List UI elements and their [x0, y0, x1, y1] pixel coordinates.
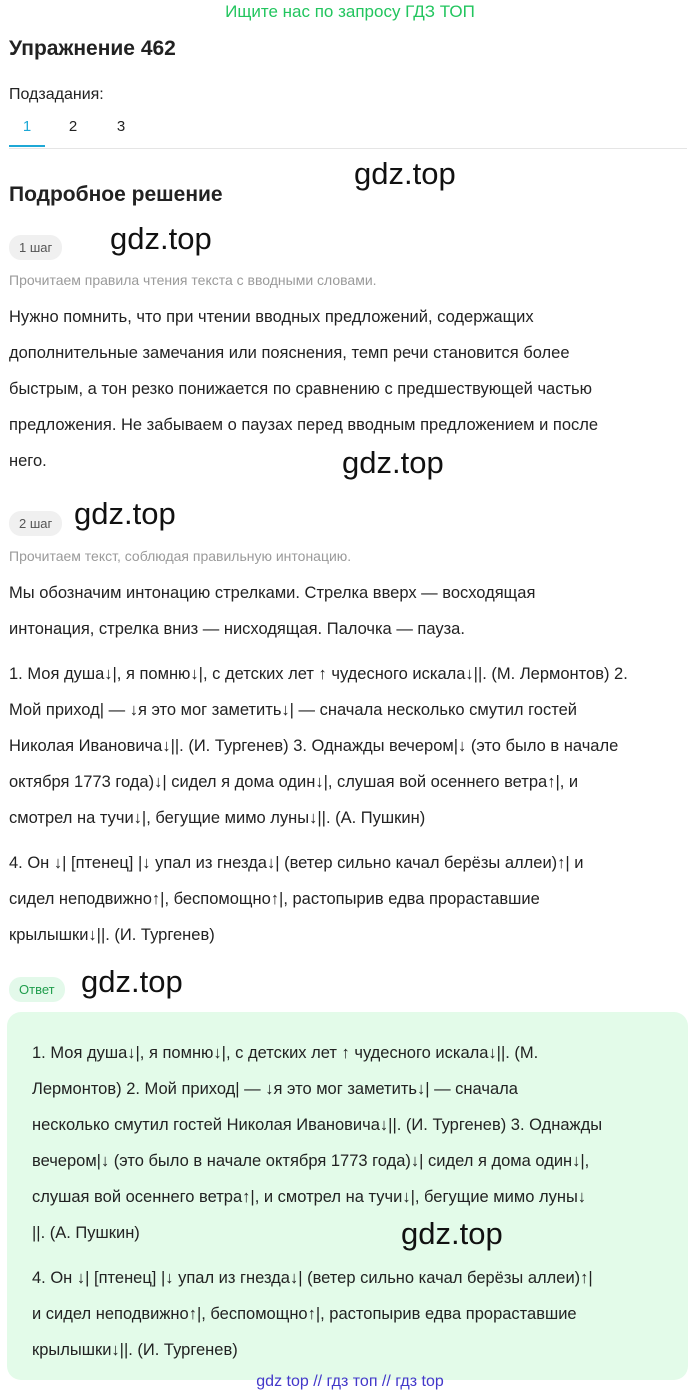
step-1-hint: Прочитаем правила чтения текста с вводными словами. [9, 272, 377, 288]
answer-paragraph-2 [32, 1260, 672, 1368]
text-line: интонация, стрелка вниз — нисходящая. Палочка — пауза. [9, 620, 465, 638]
text-line: сидел неподвижно↑|, беспомощно↑|, растопырив едва прораставшие [9, 890, 540, 908]
watermark: gdz.top [401, 1216, 503, 1251]
text-line: 1. Моя душа↓|, я помню↓|, с детских лет ↑ чудесного искала↓||. (М. Лермонтов) 2. [9, 665, 628, 683]
text-line: октября 1773 года)↓| сидел я дома один↓|, слушая вой осеннего ветра↑|, и [9, 773, 579, 791]
text-line: крылышки↓||. (И. Тургенев) [9, 926, 215, 944]
text-line: вечером|↓ (это было в начале октября 1773 года)↓| сидел я дома один↓|, [32, 1152, 590, 1170]
text-line: ||. (А. Пушкин) [32, 1224, 140, 1242]
text-line: быстрым, а тон резко понижается по сравнению с предшествующей частью [9, 380, 593, 398]
text-line: Николая Ивановича↓||. (И. Тургенев) 3. Однажды вечером|↓ (это было в начале [9, 737, 619, 755]
step-2-paragraph-2 [9, 845, 689, 953]
text-line: него. [9, 452, 47, 470]
text-line: слушая вой осеннего ветра↑|, и смотрел на тучи↓|, бегущие мимо луны↓ [32, 1188, 587, 1206]
answer-paragraph-1 [32, 1035, 672, 1251]
step-2-hint: Прочитаем текст, соблюдая правильную интонацию. [9, 548, 352, 564]
watermark: gdz.top [354, 156, 456, 191]
answer-badge: Ответ [9, 977, 65, 1002]
text-line: крылышки↓||. (И. Тургенев) [32, 1341, 238, 1359]
text-line: смотрел на тучи↓|, бегущие мимо луны↓||. (А. Пушкин) [9, 809, 426, 827]
solution-heading: Подробное решение [9, 183, 223, 206]
subtask-tabs [9, 112, 687, 149]
subtasks-label: Подзадания: [9, 86, 104, 103]
step-1-badge: 1 шаг [9, 235, 62, 260]
step-2-intro [9, 575, 689, 647]
text-line: дополнительные замечания или пояснения, темп речи становится более [9, 344, 570, 362]
top-banner: Ищите нас по запросу ГДЗ ТОП [225, 2, 475, 21]
watermark: gdz.top [74, 496, 176, 531]
active-tab-indicator [9, 145, 45, 147]
text-line: Нужно помнить, что при чтении вводных предложений, содержащих [9, 308, 534, 326]
footer-links[interactable]: gdz top // гдз топ // гдз top [256, 1373, 444, 1390]
step-2-badge: 2 шаг [9, 511, 62, 536]
tab-subtask-3[interactable]: 3 [116, 118, 126, 135]
text-line: Мой приход| — ↓я это мог заметить↓| — сначала несколько смутил гостей [9, 701, 577, 719]
text-line: 4. Он ↓| [птенец] |↓ упал из гнезда↓| (ветер сильно качал берёзы аллеи)↑| и [9, 854, 584, 872]
tab-subtask-1[interactable]: 1 [22, 118, 32, 135]
text-line: Мы обозначим интонацию стрелками. Стрелка вверх — восходящая [9, 584, 536, 602]
watermark: gdz.top [81, 964, 183, 999]
text-line: 4. Он ↓| [птенец] |↓ упал из гнезда↓| (ветер сильно качал берёзы аллеи)↑| [32, 1269, 593, 1287]
text-line: 1. Моя душа↓|, я помню↓|, с детских лет ↑ чудесного искала↓||. (М. [32, 1044, 539, 1062]
exercise-title: Упражнение 462 [9, 37, 176, 60]
tab-subtask-2[interactable]: 2 [68, 118, 78, 135]
watermark: gdz.top [110, 221, 212, 256]
text-line: и сидел неподвижно↑|, беспомощно↑|, растопырив едва прораставшие [32, 1305, 577, 1323]
text-line: Лермонтов) 2. Мой приход| — ↓я это мог заметить↓| — сначала [32, 1080, 518, 1098]
step-2-paragraph-1 [9, 656, 689, 836]
text-line: несколько смутил гостей Николая Ивановича↓||. (И. Тургенев) 3. Однажды [32, 1116, 603, 1134]
watermark: gdz.top [342, 445, 444, 480]
text-line: предложения. Не забываем о паузах перед вводным предложением и после [9, 416, 599, 434]
